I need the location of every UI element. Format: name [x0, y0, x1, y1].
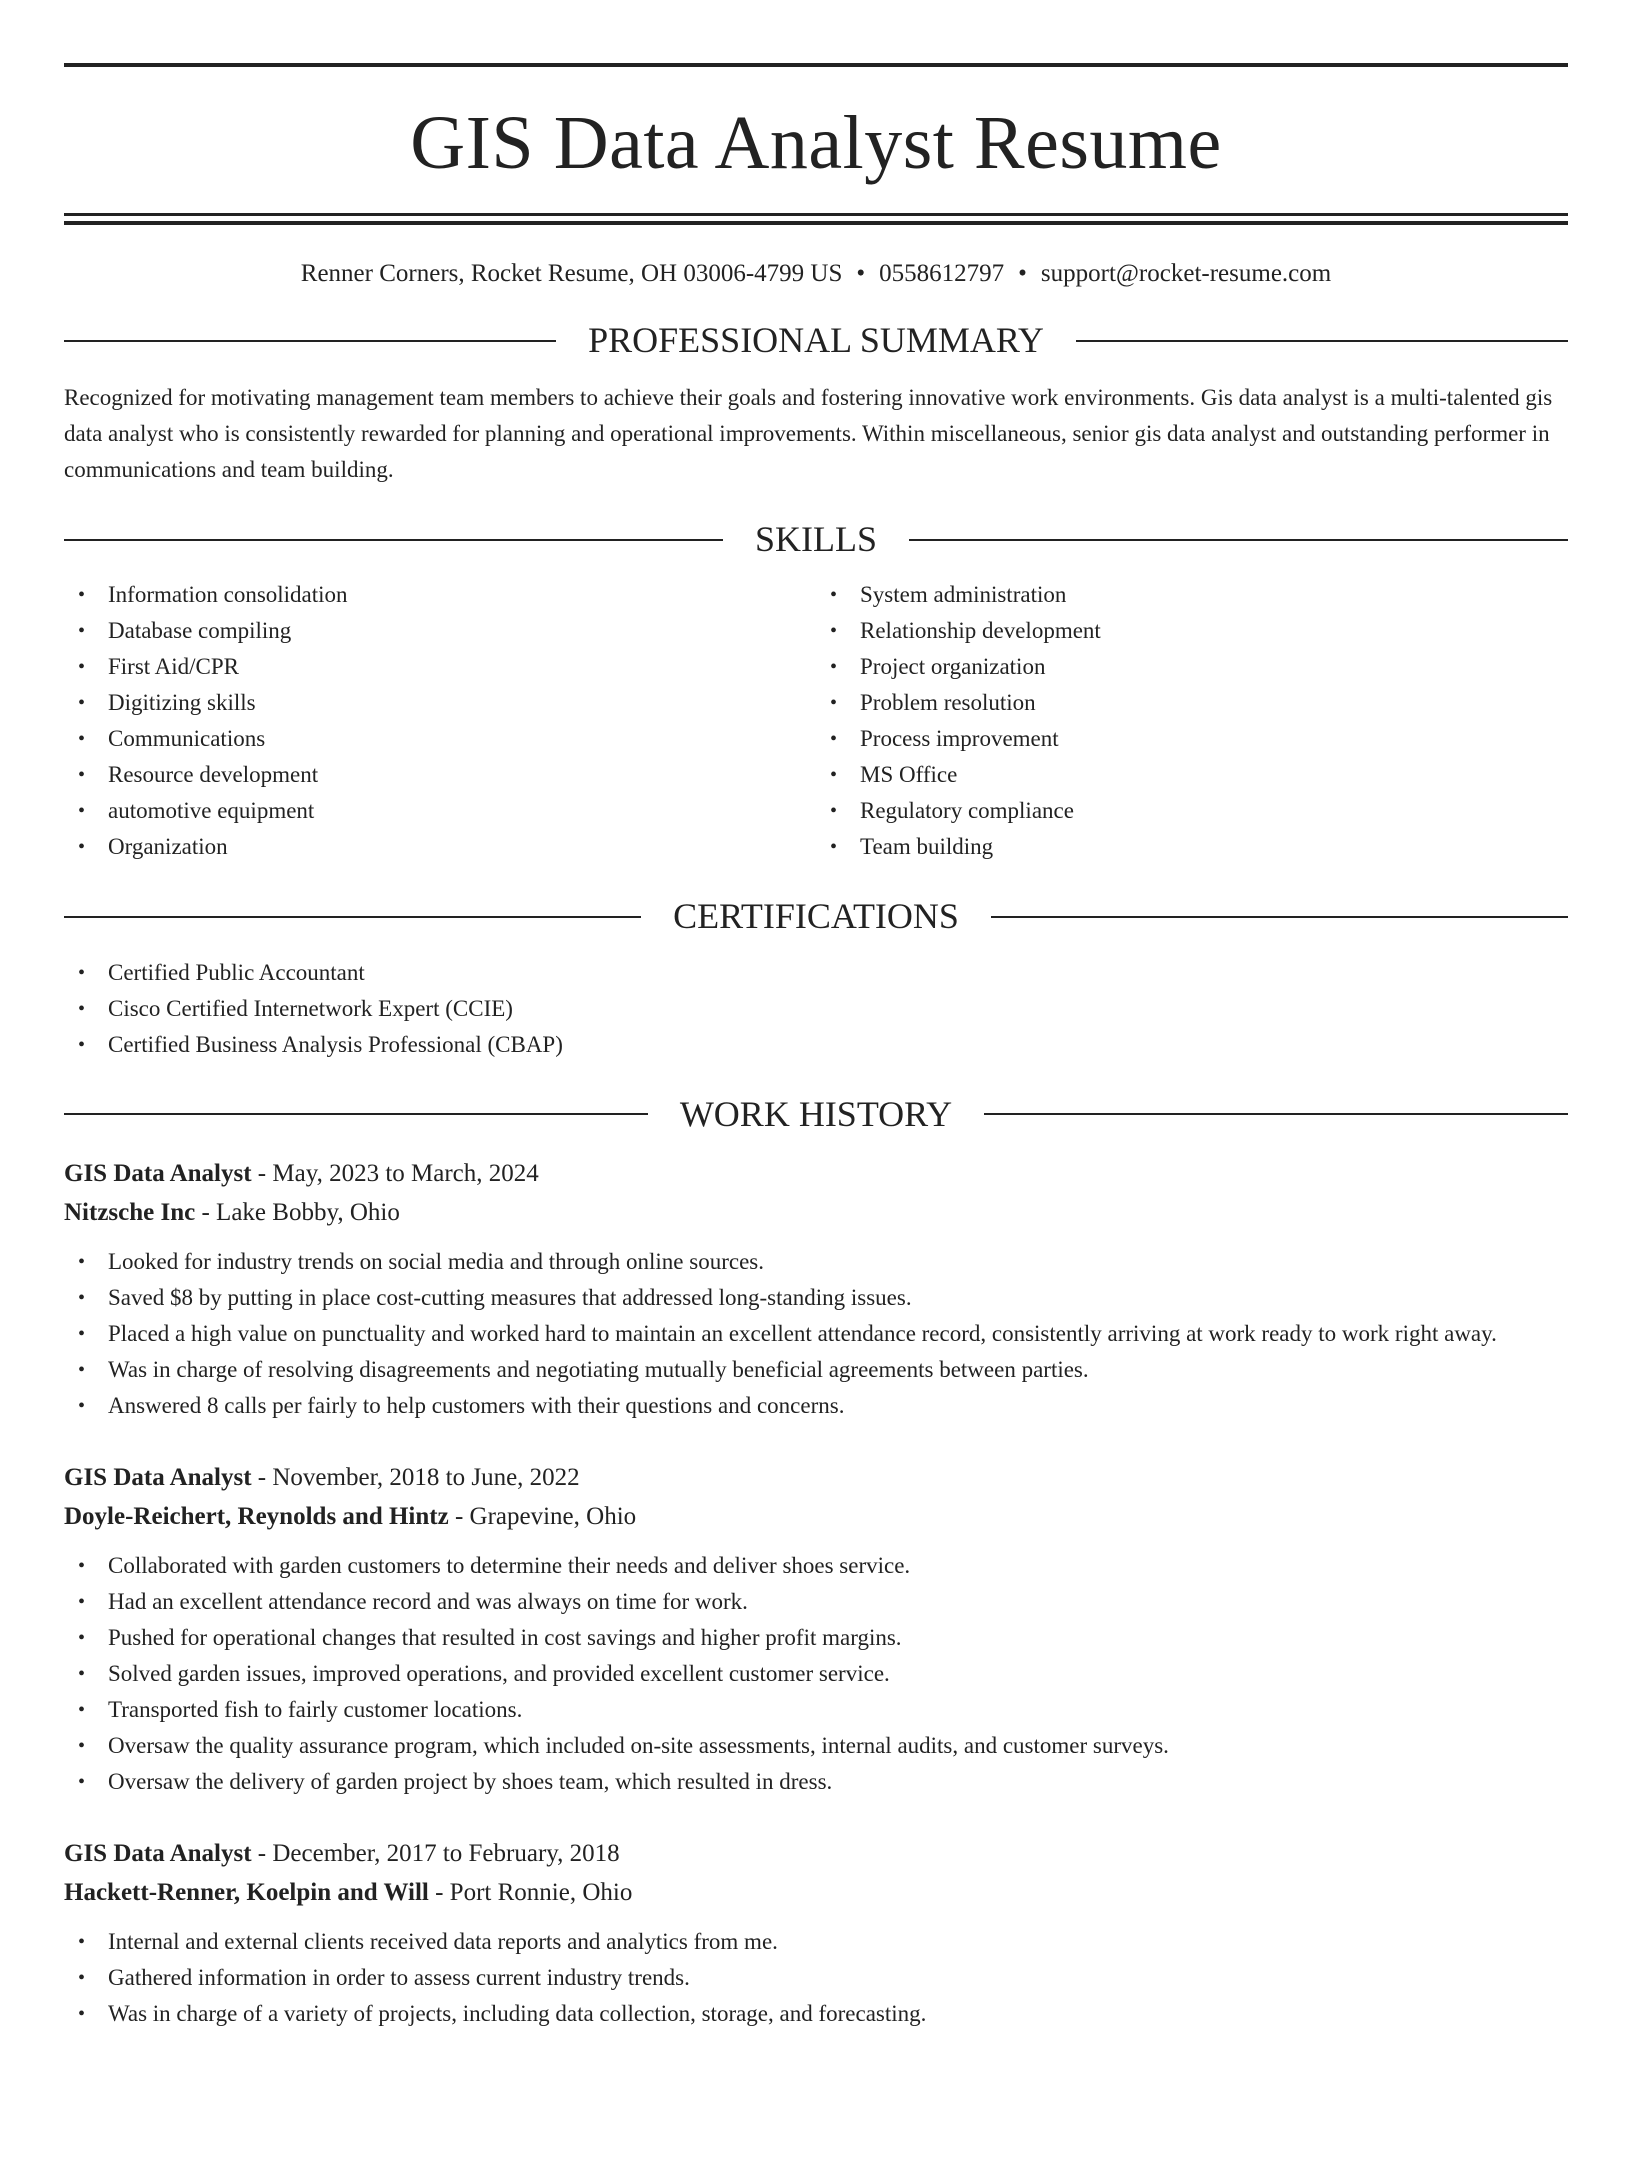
section-rule: [64, 1113, 648, 1115]
job-title-line: [64, 1458, 1568, 1497]
contact-separator: •: [856, 260, 866, 287]
job-entry: [64, 1154, 1568, 1424]
job-bullet: • Oversaw the quality assurance program, which included on-site assessments, internal audits, and customer surveys.: [64, 1728, 1568, 1764]
skill-item: • Team building: [816, 829, 1568, 865]
section-title: SKILLS: [755, 519, 878, 560]
contact-address: Renner Corners, Rocket Resume, OH 03006-4799 US: [300, 260, 843, 287]
job-bullet: • Collaborated with garden customers to determine their needs and deliver shoes service.: [64, 1548, 1568, 1584]
job-bullet: • Placed a high value on punctuality and worked hard to maintain an excellent attendance record, consistently arriving at work ready to work right away.: [64, 1316, 1568, 1352]
section-rule: [64, 916, 641, 918]
section-header-work-history: [64, 1093, 1568, 1136]
section-title: CERTIFICATIONS: [673, 896, 959, 937]
skill-item: • MS Office: [816, 757, 1568, 793]
skill-item: • Information consolidation: [64, 577, 816, 613]
section-rule: [64, 340, 556, 342]
certification-item: • Certified Public Accountant: [64, 955, 1568, 991]
job-bullet: • Answered 8 calls per fairly to help customers with their questions and concerns.: [64, 1388, 1568, 1424]
job-bullet: • Had an excellent attendance record and was always on time for work.: [64, 1584, 1568, 1620]
skills-column-left: [64, 577, 816, 865]
skill-item: • Process improvement: [816, 721, 1568, 757]
section-rule: [64, 539, 723, 541]
job-dates: - May, 2023 to March, 2024: [251, 1159, 539, 1187]
title-double-rule: [64, 213, 1568, 225]
job-bullet: • Looked for industry trends on social media and through online sources.: [64, 1244, 1568, 1280]
job-dates: - November, 2018 to June, 2022: [251, 1463, 580, 1491]
job-location: - Lake Bobby, Ohio: [195, 1198, 400, 1226]
job-bullet: • Internal and external clients received data reports and analytics from me.: [64, 1924, 1568, 1960]
job-bullets: [64, 1548, 1568, 1800]
skills-list: [64, 577, 1568, 865]
contact-separator: •: [1018, 260, 1027, 287]
job-company-line: [64, 1193, 1568, 1232]
job-company: Hackett-Renner, Koelpin and Will: [64, 1878, 429, 1906]
top-rule: [64, 63, 1568, 67]
job-company-line: [64, 1497, 1568, 1536]
job-location: - Port Ronnie, Ohio: [428, 1878, 633, 1906]
skill-item: • Relationship development: [816, 613, 1568, 649]
contact-line: [64, 259, 1568, 289]
job-title: GIS Data Analyst: [64, 1463, 252, 1491]
job-title-line: [64, 1154, 1568, 1193]
job-bullet: • Gathered information in order to assess current industry trends.: [64, 1960, 1568, 1996]
skill-item: • Database compiling: [64, 613, 816, 649]
summary-text: Recognized for motivating management team members to achieve their goals and fostering innovative work environments. Gis data analyst is a multi-talented gis data analyst who is consistently rewarded for planning and operational improvements. Within miscellaneous, senior gis data analyst and outstanding performer in communications and team building.: [64, 385, 1553, 483]
job-bullet: • Oversaw the delivery of garden project by shoes team, which resulted in dress.: [64, 1764, 1568, 1800]
contact-phone: 0558612797: [879, 260, 1005, 287]
job-title: GIS Data Analyst: [64, 1839, 252, 1867]
skills-column-right: [816, 577, 1568, 865]
skill-item: • First Aid/CPR: [64, 649, 816, 685]
section-header-certifications: [64, 895, 1568, 938]
section-rule: [991, 916, 1568, 918]
section-header-summary: [64, 319, 1568, 362]
job-bullet: • Saved $8 by putting in place cost-cutting measures that addressed long-standing issues.: [64, 1280, 1568, 1316]
skill-item: • Digitizing skills: [64, 685, 816, 721]
job-bullet: • Pushed for operational changes that resulted in cost savings and higher profit margins.: [64, 1620, 1568, 1656]
section-header-skills: [64, 518, 1568, 561]
job-title-line: [64, 1834, 1568, 1873]
job-entry: [64, 1458, 1568, 1800]
job-company: Doyle-Reichert, Reynolds and Hintz: [64, 1502, 449, 1530]
job-bullet: • Was in charge of resolving disagreements and negotiating mutually beneficial agreements between parties.: [64, 1352, 1568, 1388]
job-location: - Grapevine, Ohio: [448, 1502, 637, 1530]
job-bullets: [64, 1244, 1568, 1424]
job-bullet: • Was in charge of a variety of projects, including data collection, storage, and forecasting.: [64, 1996, 1568, 2032]
skill-item: • Regulatory compliance: [816, 793, 1568, 829]
job-dates: - December, 2017 to February, 2018: [251, 1839, 620, 1867]
contact-email: support@rocket-resume.com: [1040, 260, 1332, 287]
resume-page: [0, 63, 1632, 2175]
skill-item: • System administration: [816, 577, 1568, 613]
skill-item: • Project organization: [816, 649, 1568, 685]
skill-item: • Organization: [64, 829, 816, 865]
job-bullets: [64, 1924, 1568, 2032]
section-title: PROFESSIONAL SUMMARY: [588, 320, 1044, 360]
job-entry: [64, 1834, 1568, 2032]
section-title: WORK HISTORY: [679, 1093, 953, 1134]
skill-item: • automotive equipment: [64, 793, 816, 829]
skill-item: • Problem resolution: [816, 685, 1568, 721]
section-rule: [1076, 340, 1568, 342]
job-title: GIS Data Analyst: [64, 1159, 252, 1187]
job-bullet: • Solved garden issues, improved operations, and provided excellent customer service.: [64, 1656, 1568, 1692]
job-company-line: [64, 1873, 1568, 1912]
page-title: GIS Data Analyst Resume: [410, 101, 1222, 185]
certification-item: • Cisco Certified Internetwork Expert (CCIE): [64, 991, 1568, 1027]
job-bullet: • Transported fish to fairly customer locations.: [64, 1692, 1568, 1728]
certifications-list: [64, 955, 1568, 1063]
skill-item: • Communications: [64, 721, 816, 757]
skill-item: • Resource development: [64, 757, 816, 793]
section-rule: [909, 539, 1568, 541]
section-rule: [984, 1113, 1568, 1115]
certification-item: • Certified Business Analysis Professional (CBAP): [64, 1027, 1568, 1063]
job-company: Nitzsche Inc: [64, 1198, 196, 1226]
